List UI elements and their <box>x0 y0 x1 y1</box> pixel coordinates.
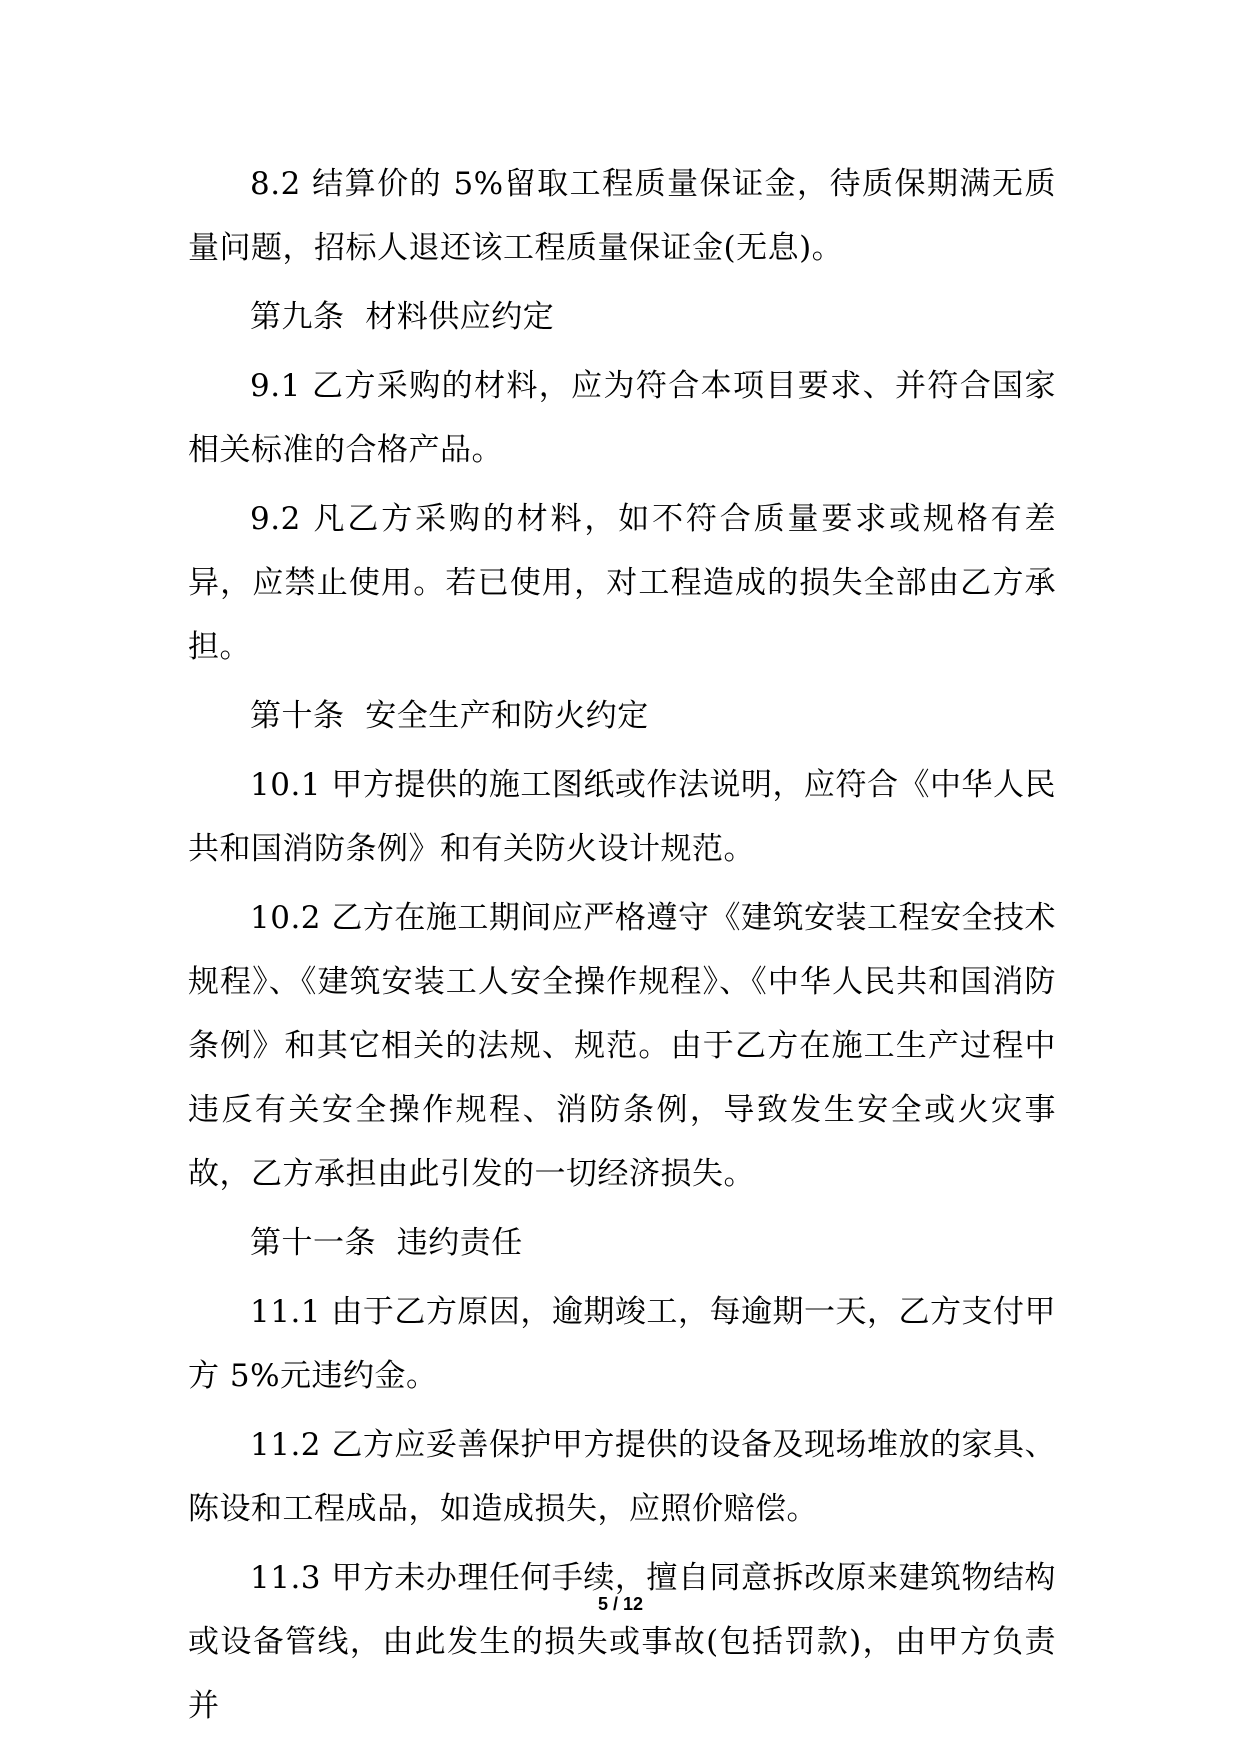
document-body <box>188 152 1056 1743</box>
clause-10-1: 10.1 甲方提供的施工图纸或作法说明，应符合《中华人民共和国消防条例》和有关防火设计规范。 <box>188 767 1056 867</box>
page-number: 5 / 12 <box>597 1594 644 1614</box>
clause-10-2: 10.2 乙方在施工期间应严格遵守《建筑安装工程安全技术规程》、《建筑安装工人安全操作规程》、《中华人民共和国消防条例》和其它相关的法规、规范。由于乙方在施工生产过程中违反有关安全操作规程、消防条例，导致发生安全或火灾事故，乙方承担由此引发的一切经济损失。 <box>188 900 1056 1192</box>
article-9-heading: 第九条 材料供应约定 <box>250 299 555 335</box>
clause-9-2: 9.2 凡乙方采购的材料，如不符合质量要求或规格有差异，应禁止使用。若已使用，对工程造成的损失全部由乙方承担。 <box>188 501 1056 665</box>
clause-11-3: 11.3 甲方未办理任何手续，擅自同意拆改原来建筑物结构或设备管线，由此发生的损失或事故(包括罚款)，由甲方负责并 <box>188 1560 1056 1724</box>
clause-11-1: 11.1 由于乙方原因，逾期竣工，每逾期一天，乙方支付甲方 5%元违约金。 <box>188 1294 1056 1394</box>
article-10-heading: 第十条 安全生产和防火约定 <box>250 698 649 734</box>
clause-8-2: 8.2 结算价的 5%留取工程质量保证金，待质保期满无质量问题，招标人退还该工程质量保证金(无息)。 <box>188 166 1056 266</box>
article-11-heading: 第十一条 违约责任 <box>250 1225 523 1261</box>
clause-11-2: 11.2 乙方应妥善保护甲方提供的设备及现场堆放的家具、陈设和工程成品，如造成损失，应照价赔偿。 <box>188 1427 1056 1527</box>
clause-9-1: 9.1 乙方采购的材料，应为符合本项目要求、并符合国家相关标准的合格产品。 <box>188 368 1056 468</box>
